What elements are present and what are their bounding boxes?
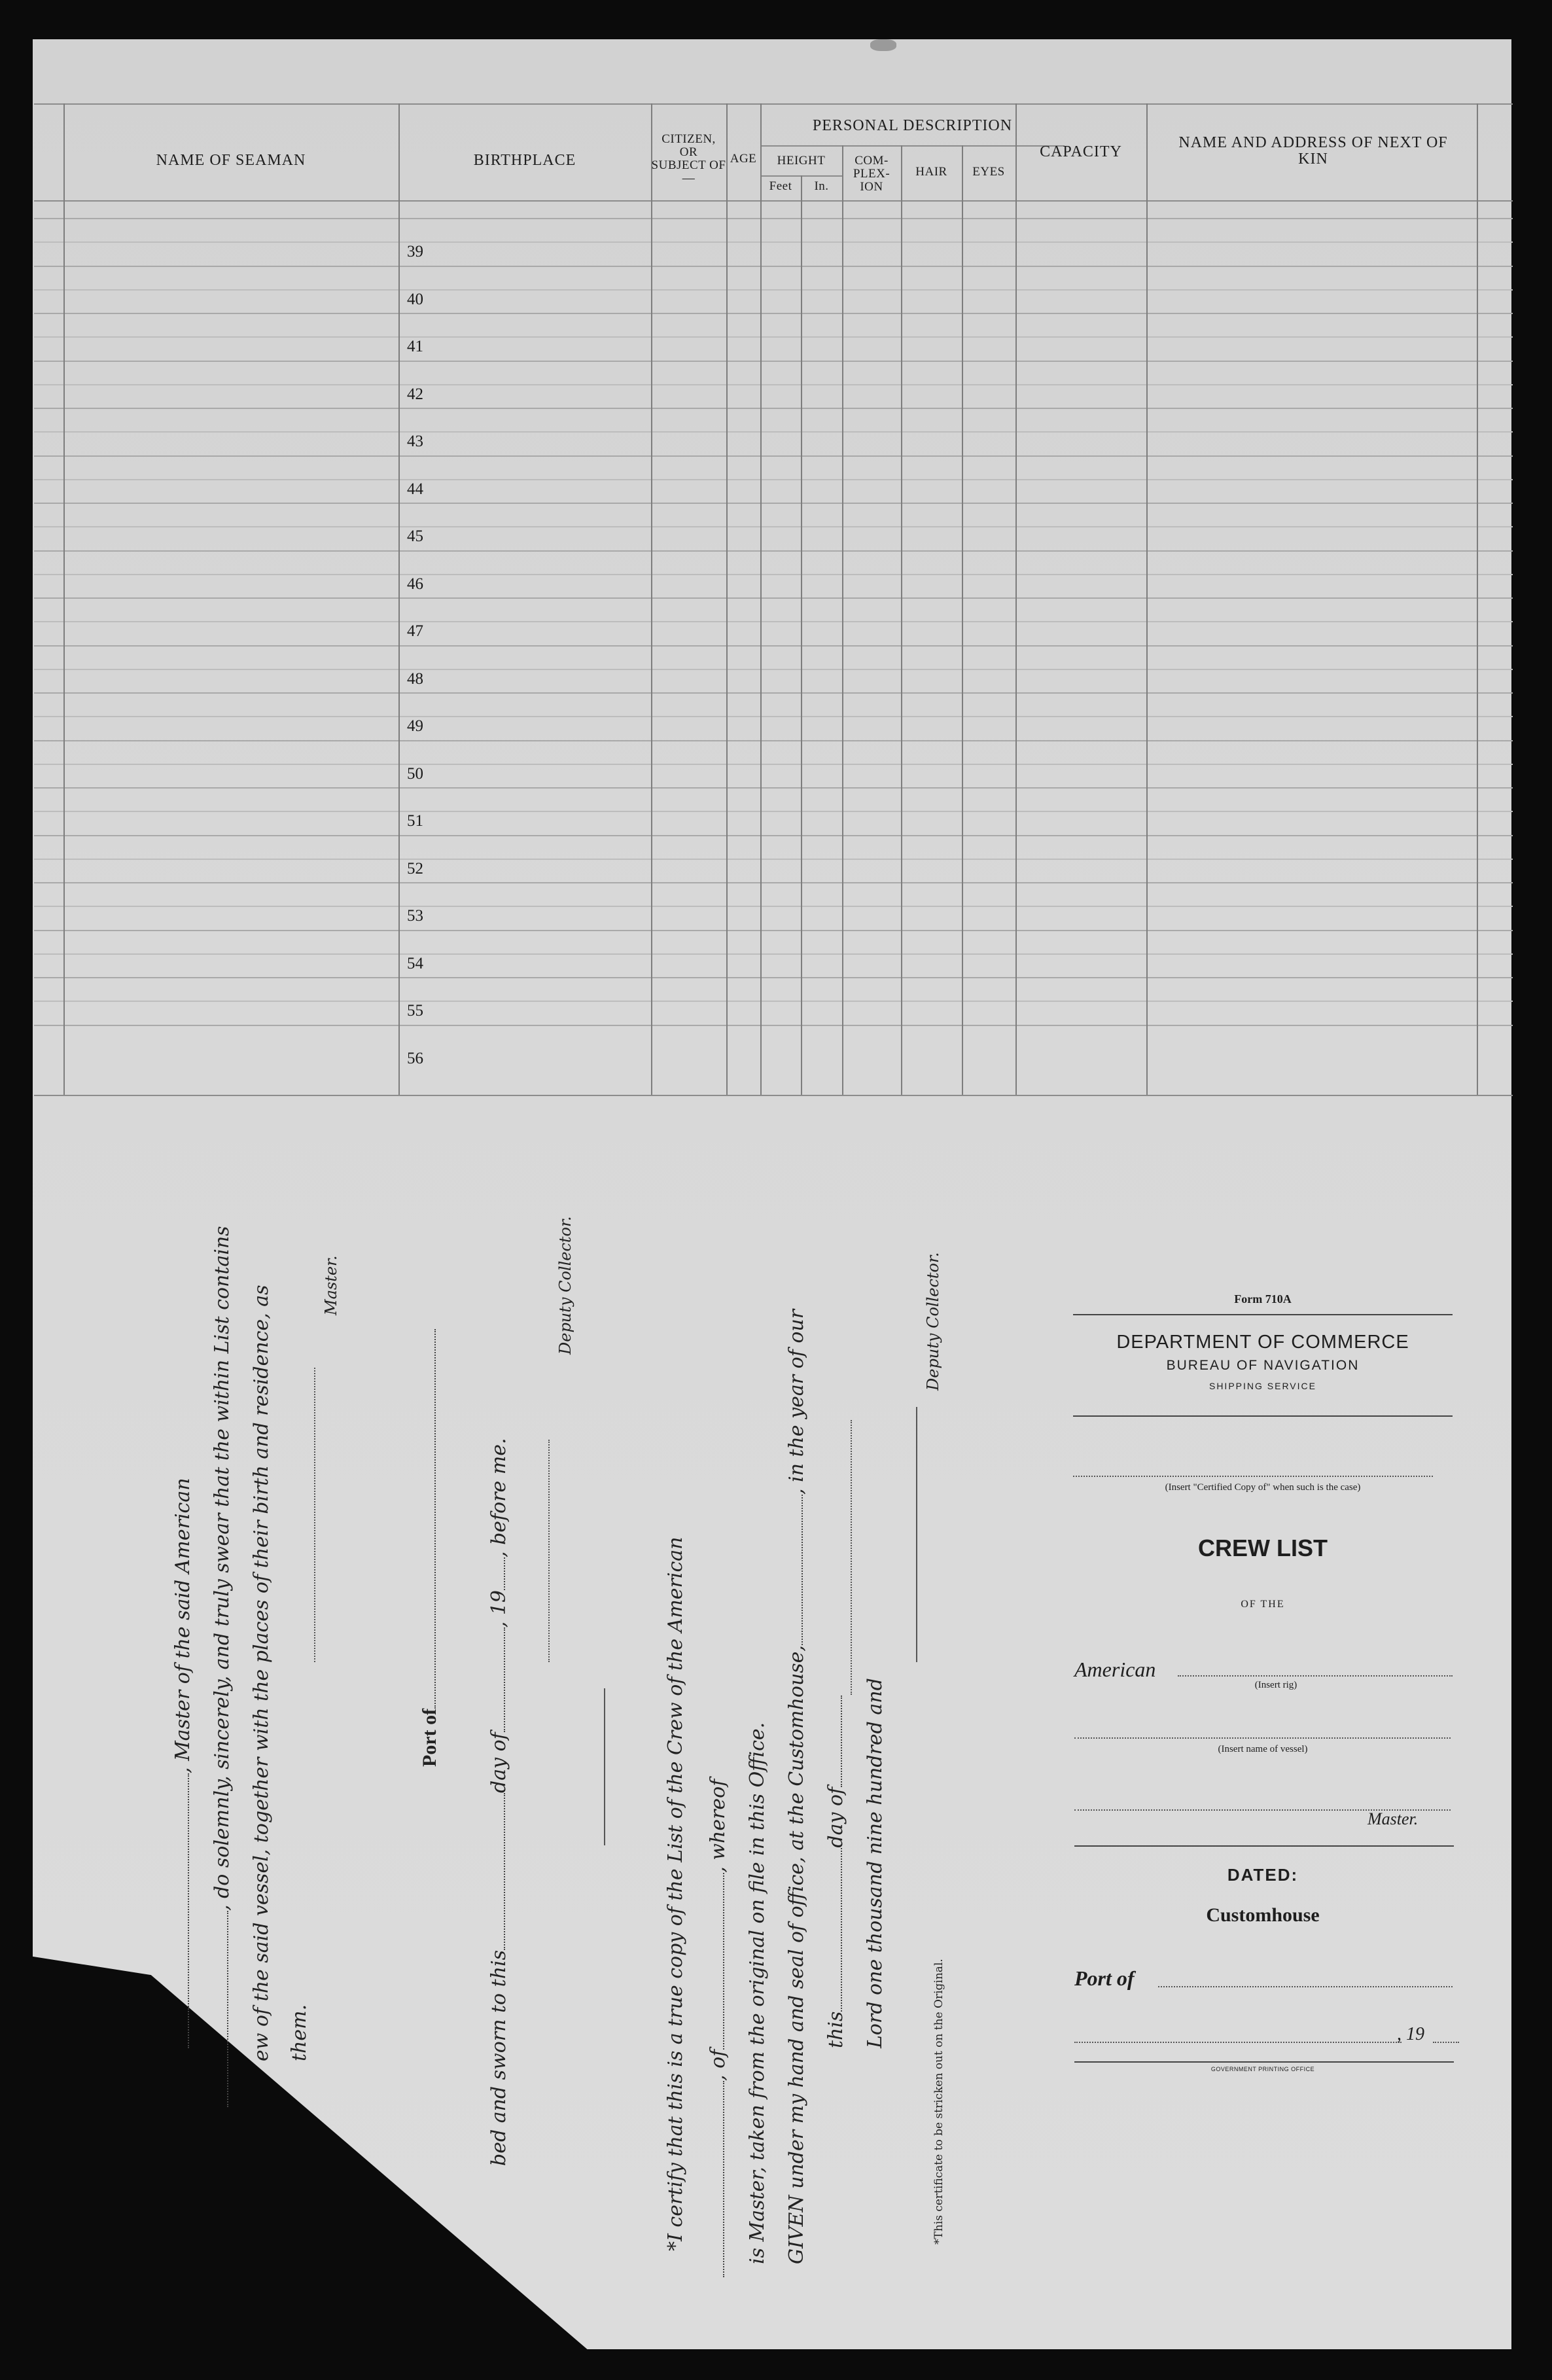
col-line bbox=[842, 145, 843, 1095]
of-the-label: OF THE bbox=[1241, 1599, 1285, 1610]
header-citizen: CITIZEN, OR SUBJECT OF— bbox=[651, 132, 726, 185]
col-line bbox=[651, 103, 652, 1095]
sworn-day-blank[interactable] bbox=[504, 1793, 505, 1950]
cert-port-blank[interactable] bbox=[723, 1873, 724, 2050]
year-blank[interactable] bbox=[1433, 2042, 1459, 2043]
table-row bbox=[34, 930, 1513, 931]
cert-deputy-collector: Deputy Collector. bbox=[924, 1252, 942, 1391]
header-feet: Feet bbox=[769, 179, 792, 193]
row-number: 45 bbox=[407, 527, 423, 545]
bureau-name: BUREAU OF NAVIGATION bbox=[1166, 1358, 1360, 1373]
row-subrule bbox=[34, 384, 1513, 385]
oath-sworn-line: bed and sworn to thisday of, 19, before me. bbox=[487, 1438, 510, 2166]
cover-rule bbox=[1074, 1845, 1454, 1847]
table-row bbox=[34, 977, 1513, 978]
crew-list-title: CREW LIST bbox=[1198, 1535, 1328, 1561]
department-name: DEPARTMENT OF COMMERCE bbox=[1116, 1332, 1409, 1353]
cert-year-blank[interactable] bbox=[851, 1420, 852, 1695]
vessel-name-blank[interactable] bbox=[1074, 1737, 1451, 1739]
oath-line-3: ew of the said vessel, together with the places of their birth and residence, as bbox=[250, 1285, 273, 2061]
row-subrule bbox=[34, 289, 1513, 291]
table-row bbox=[34, 218, 1513, 219]
row-number: 46 bbox=[407, 575, 423, 593]
header-height: HEIGHT bbox=[777, 154, 826, 168]
cert-deputy-sig-line[interactable] bbox=[916, 1407, 917, 1662]
oath-line-2: , do solemnly, sincerely, and truly swear that the within List contains bbox=[211, 1226, 234, 2107]
table-row bbox=[34, 882, 1513, 883]
oath-line-4: them. bbox=[288, 2004, 311, 2061]
divider-line bbox=[604, 1688, 605, 1845]
row-subrule bbox=[34, 906, 1513, 907]
printer-imprint: GOVERNMENT PRINTING OFFICE bbox=[1210, 2066, 1315, 2072]
col-line bbox=[1015, 103, 1017, 1095]
cover-rule bbox=[1074, 2061, 1454, 2063]
cert-vessel-blank[interactable] bbox=[723, 2081, 724, 2277]
table-header-border bbox=[34, 200, 1513, 202]
cert-month-blank[interactable] bbox=[841, 1696, 842, 1787]
master-label: Master. bbox=[1367, 1809, 1419, 1828]
cert-line-of: , of, whereof bbox=[707, 1779, 730, 2277]
master-signature-line[interactable] bbox=[314, 1368, 315, 1662]
row-subrule bbox=[34, 859, 1513, 860]
port-blank[interactable] bbox=[1158, 1986, 1453, 1987]
oath-master-label: Master. bbox=[322, 1255, 340, 1315]
row-number: 39 bbox=[407, 243, 423, 260]
oath-line-1: , Master of the said American bbox=[171, 1478, 194, 2048]
table-row bbox=[34, 550, 1513, 552]
col-line bbox=[801, 175, 802, 1095]
row-subrule bbox=[34, 526, 1513, 527]
col-line bbox=[962, 145, 963, 1095]
row-subrule bbox=[34, 953, 1513, 955]
dated-label: DATED: bbox=[1227, 1865, 1299, 1885]
cert-line-2: is Master, taken from the original on file in this Office. bbox=[746, 1722, 769, 2264]
oath-deputy-collector: Deputy Collector. bbox=[556, 1216, 574, 1355]
row-subrule bbox=[34, 336, 1513, 338]
sworn-year-blank[interactable] bbox=[504, 1557, 505, 1590]
header-eyes: EYES bbox=[972, 165, 1005, 179]
service-name: SHIPPING SERVICE bbox=[1208, 1381, 1316, 1391]
row-subrule bbox=[34, 431, 1513, 433]
table-row bbox=[34, 455, 1513, 457]
table-row bbox=[34, 361, 1513, 362]
col-line bbox=[63, 103, 65, 1095]
row-number: 54 bbox=[407, 954, 423, 972]
cert-line-4: thisday of bbox=[824, 1696, 847, 2048]
row-number: 56 bbox=[407, 1049, 423, 1067]
row-number: 41 bbox=[407, 338, 423, 355]
header-inches: In. bbox=[814, 179, 829, 193]
header-next-of-kin: NAME AND ADDRESS OF NEXT OF KIN bbox=[1178, 134, 1448, 168]
col-line bbox=[1477, 103, 1478, 1095]
table-row bbox=[34, 503, 1513, 504]
oath-port-label: Port of bbox=[419, 1329, 441, 1767]
insert-vessel-note: (Insert name of vessel) bbox=[1218, 1744, 1308, 1754]
row-number: 50 bbox=[407, 764, 423, 783]
row-subrule bbox=[34, 241, 1513, 243]
row-subrule bbox=[34, 621, 1513, 622]
row-number: 44 bbox=[407, 480, 423, 498]
cert-day-blank[interactable] bbox=[841, 1848, 842, 2012]
cert-line-5: Lord one thousand nine hundred and bbox=[864, 1678, 887, 2048]
col-line bbox=[726, 103, 728, 1095]
cover-rule bbox=[1073, 1314, 1453, 1315]
rig-blank[interactable] bbox=[1178, 1675, 1453, 1677]
cert-line-1: *I certify that this is a true copy of the List of the Crew of the American bbox=[664, 1536, 687, 2251]
table-row bbox=[34, 835, 1513, 836]
table-row bbox=[34, 1025, 1513, 1026]
cert-customhouse-blank[interactable] bbox=[802, 1495, 803, 1645]
table-row bbox=[34, 597, 1513, 599]
table-row bbox=[34, 645, 1513, 647]
cert-footnote: *This certificate to be stricken out on the Original. bbox=[932, 1959, 945, 2245]
paper-stain bbox=[870, 39, 896, 51]
row-number: 49 bbox=[407, 717, 423, 735]
header-complexion: COM-PLEX-ION bbox=[853, 154, 891, 194]
row-subrule bbox=[34, 811, 1513, 812]
master-name-blank[interactable] bbox=[188, 1773, 189, 2048]
row-number: 47 bbox=[407, 622, 423, 640]
row-number: 42 bbox=[407, 385, 423, 403]
table-row bbox=[34, 740, 1513, 741]
crew-table bbox=[34, 103, 1513, 1098]
row-subrule bbox=[34, 764, 1513, 765]
row-subrule bbox=[34, 669, 1513, 670]
form-number: Form 710A bbox=[1234, 1292, 1292, 1305]
table-row bbox=[34, 692, 1513, 694]
table-row bbox=[34, 313, 1513, 314]
insert-rig-note: (Insert rig) bbox=[1254, 1680, 1297, 1690]
table-bottom-border bbox=[34, 1095, 1513, 1096]
table-row bbox=[34, 787, 1513, 789]
header-capacity: CAPACITY bbox=[1040, 143, 1122, 160]
sworn-month-blank[interactable] bbox=[504, 1627, 505, 1732]
col-line bbox=[1146, 103, 1148, 1095]
header-hair: HAIR bbox=[915, 165, 947, 179]
row-number: 40 bbox=[407, 290, 423, 308]
row-subrule bbox=[34, 479, 1513, 480]
table-row bbox=[34, 408, 1513, 409]
customhouse-label: Customhouse bbox=[1206, 1904, 1320, 1926]
port-of-label: Port of bbox=[1074, 1966, 1135, 1990]
header-age: AGE bbox=[730, 152, 757, 166]
oath-port-blank[interactable] bbox=[434, 1329, 436, 1709]
row-subrule bbox=[34, 716, 1513, 717]
row-subrule bbox=[34, 574, 1513, 575]
row-subrule bbox=[34, 1001, 1513, 1002]
american-label: American bbox=[1074, 1658, 1156, 1681]
header-personal-description: PERSONAL DESCRIPTION bbox=[812, 117, 1013, 134]
cover-rule bbox=[1073, 1415, 1453, 1417]
row-number: 53 bbox=[407, 907, 423, 925]
col-line bbox=[901, 145, 902, 1095]
oath-deputy-sig-line[interactable] bbox=[548, 1440, 550, 1662]
header-birthplace: BIRTHPLACE bbox=[473, 152, 576, 169]
certified-copy-note: (Insert "Certified Copy of" when such is the case) bbox=[1165, 1482, 1361, 1493]
row-number: 51 bbox=[407, 812, 423, 830]
date-blank[interactable] bbox=[1074, 2042, 1402, 2043]
cert-line-3: GIVEN under my hand and seal of office, at the Customhouse,, in the year of our bbox=[785, 1309, 808, 2264]
row-number: 43 bbox=[407, 433, 423, 450]
header-name-of-seaman: NAME OF SEAMAN bbox=[156, 152, 306, 169]
table-row bbox=[34, 266, 1513, 267]
certified-copy-blank[interactable] bbox=[1073, 1476, 1433, 1477]
row-number: 55 bbox=[407, 1002, 423, 1020]
col-line bbox=[760, 103, 762, 1095]
year-prefix: , 19 bbox=[1397, 2024, 1424, 2044]
row-number: 48 bbox=[407, 669, 423, 688]
row-number: 52 bbox=[407, 859, 423, 878]
table-top-border bbox=[34, 103, 1513, 105]
oath-blank[interactable] bbox=[227, 1911, 228, 2107]
